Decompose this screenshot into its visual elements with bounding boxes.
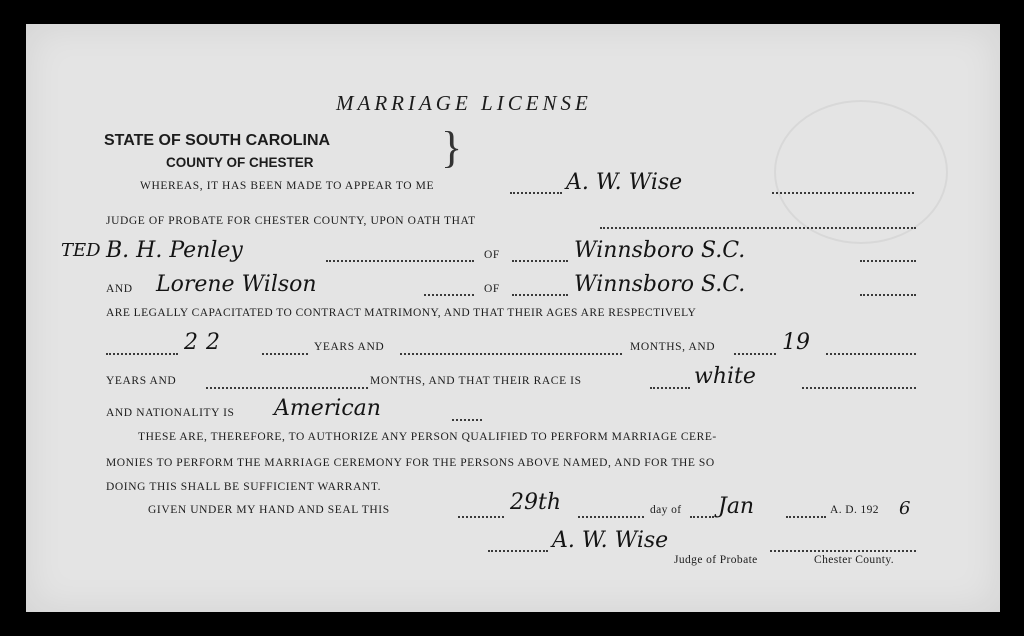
authorization-line-1: THESE ARE, THEREFORE, TO AUTHORIZE ANY PERSON QUALIFIED TO PERFORM MARRIAGE CERE- (138, 431, 717, 443)
state-heading: STATE OF SOUTH CAROLINA (104, 132, 331, 149)
of-label: OF (484, 283, 500, 295)
dotted-line (452, 419, 482, 421)
judge-of-probate-text: JUDGE OF PROBATE FOR CHESTER COUNTY, UPON OATH THAT (106, 215, 476, 227)
dotted-line (262, 353, 308, 355)
authorization-line-3: DOING THIS SHALL BE SUFFICIENT WARRANT. (106, 481, 382, 493)
faint-seal-impression (774, 100, 948, 244)
dotted-line (860, 294, 916, 296)
dotted-line (512, 260, 568, 262)
dotted-line (734, 353, 776, 355)
dotted-line (400, 353, 622, 355)
dotted-line (650, 387, 690, 389)
race-handwritten: white (694, 364, 756, 389)
dotted-line (326, 260, 474, 262)
dotted-line (690, 516, 714, 518)
year-digit-handwritten: 6 (899, 498, 911, 519)
years-and-label-2: YEARS AND (106, 375, 177, 387)
anno-domini-label: A. D. 192 (830, 504, 879, 516)
capacity-text: ARE LEGALLY CAPACITATED TO CONTRACT MATRIMONY, AND THAT THEIR AGES ARE RESPECTIVELY (106, 307, 697, 319)
dotted-line (860, 260, 916, 262)
dotted-line (458, 516, 504, 518)
years-and-label: YEARS AND (314, 341, 385, 353)
marriage-license-document (26, 24, 1000, 612)
dotted-line (770, 550, 916, 552)
months-race-label: MONTHS, AND THAT THEIR RACE IS (370, 375, 582, 387)
bride-age-handwritten: 19 (782, 330, 810, 355)
whereas-text: WHEREAS, IT HAS BEEN MADE TO APPEAR TO ME (140, 180, 435, 192)
dotted-line (826, 353, 916, 355)
document-title: MARRIAGE LICENSE (336, 91, 592, 115)
chester-county-label: Chester County. (814, 554, 894, 566)
dotted-line (786, 516, 826, 518)
of-label: OF (484, 249, 500, 261)
dotted-line (578, 516, 644, 518)
bride-residence-handwritten: Winnsboro S.C. (574, 272, 746, 297)
judge-of-probate-label: Judge of Probate (674, 554, 758, 566)
groom-residence-handwritten: Winnsboro S.C. (574, 238, 746, 263)
dotted-line (510, 192, 562, 194)
given-under-hand-text: GIVEN UNDER MY HAND AND SEAL THIS (148, 504, 390, 516)
groom-name-handwritten: B. H. Penley (106, 238, 243, 263)
nationality-label: AND NATIONALITY IS (106, 407, 235, 419)
groom-age-handwritten: 22 (184, 330, 228, 355)
dotted-line (106, 353, 178, 355)
dotted-line (488, 550, 548, 552)
bride-name-handwritten: Lorene Wilson (156, 272, 317, 297)
margin-note-handwritten: TED (61, 240, 101, 261)
dotted-line (802, 387, 916, 389)
nationality-handwritten: American (274, 396, 381, 421)
heading-brace: } (441, 123, 463, 172)
judge-signature-handwritten: A. W. Wise (552, 528, 669, 553)
months-and-label: MONTHS, AND (630, 341, 716, 353)
day-of-label: day of (650, 504, 682, 516)
dotted-line (206, 387, 368, 389)
county-heading: COUNTY OF CHESTER (166, 155, 314, 170)
judge-name-handwritten: A. W. Wise (566, 170, 683, 195)
day-handwritten: 29th (510, 490, 562, 515)
month-handwritten: Jan (718, 494, 755, 519)
dotted-line (772, 192, 914, 194)
and-label: AND (106, 283, 133, 295)
authorization-line-2: MONIES TO PERFORM THE MARRIAGE CEREMONY FOR THE PERSONS ABOVE NAMED, AND FOR THE SO (106, 457, 715, 469)
dotted-line (512, 294, 568, 296)
dotted-line (424, 294, 474, 296)
dotted-line (600, 227, 916, 229)
